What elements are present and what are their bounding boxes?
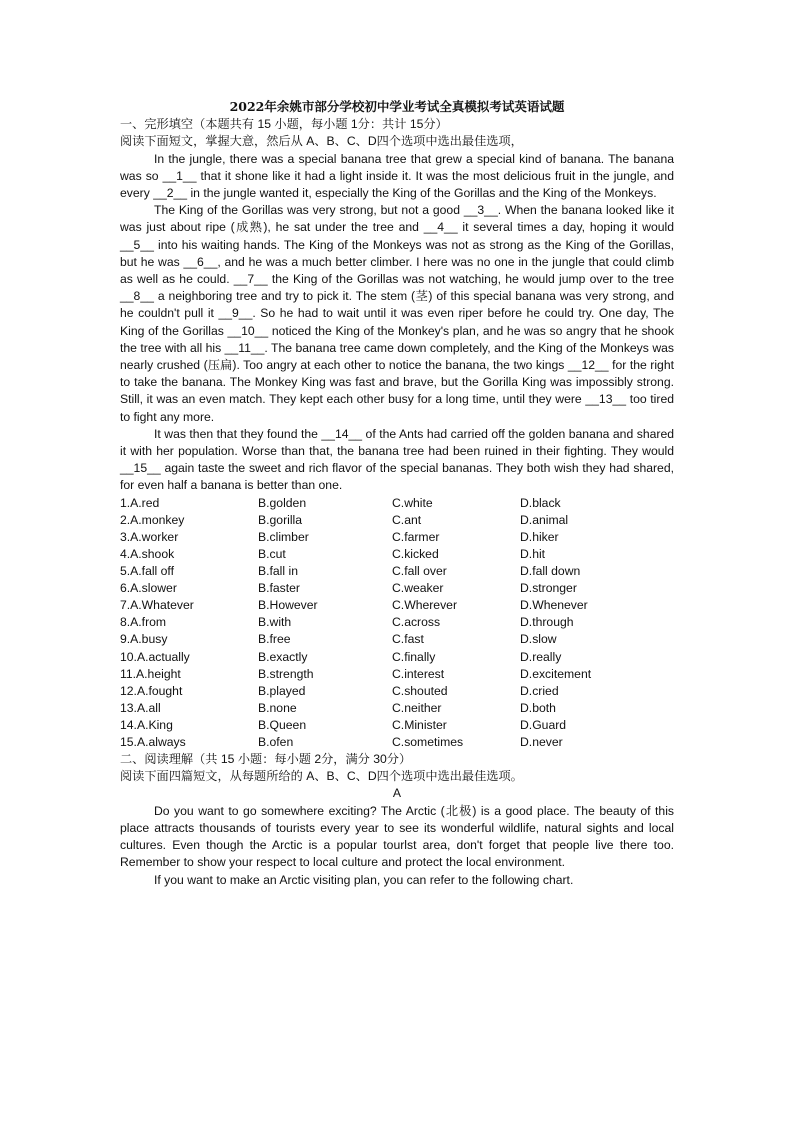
option-a: 4.A.shook	[120, 546, 175, 561]
option-row	[120, 683, 674, 700]
option-b: B.However	[258, 598, 318, 613]
option-b: B.fall in	[258, 564, 298, 579]
option-c: C.shouted	[392, 683, 448, 698]
option-row	[120, 700, 674, 717]
exam-title: 2022年余姚市部分学校初中学业考试全真模拟考试英语试题	[229, 99, 565, 114]
option-c: C.fast	[392, 632, 424, 647]
option-b: B.gorilla	[258, 512, 303, 527]
option-b: B.golden	[258, 495, 307, 510]
option-row	[120, 666, 674, 683]
option-a: 8.A.from	[120, 615, 167, 630]
option-c: C.farmer	[392, 529, 440, 544]
option-d: D.stronger	[520, 581, 577, 596]
option-d: D.never	[520, 734, 563, 749]
option-a: 6.A.slower	[120, 581, 177, 596]
option-row	[120, 614, 674, 631]
option-c: C.neither	[392, 700, 442, 715]
option-c: C.Wherever	[392, 598, 458, 613]
section1-instruction: 阅读下面短文，掌握大意，然后从 A、B、C、D四个选项中选出最佳选项，	[120, 134, 523, 149]
option-a: 1.A.red	[120, 495, 160, 510]
option-b: B.faster	[258, 581, 300, 596]
option-row	[120, 631, 674, 648]
option-d: D.cried	[520, 683, 559, 698]
option-b: B.played	[258, 683, 306, 698]
cloze-paragraph-2: The King of the Gorillas was very strong, but not a good __3__. When the banana looked like it was just about ripe (成熟), he sat under the tree and __4__ it several times a day, hoping it would __5__ into his waiting hands. The King of the Monkeys was not as strong as the King of the Gorillas, but he was __6__, and he was a much better climber. I here was no one in the jungle that could climb as well as he could. __7__ the King of the Gorillas was not watching, he would jump over to the tree __8__ a neighboring tree and try to pick it. The stem (茎) of this special banana was very strong, and he couldn't pull it __9__. So he had to wait until it was even riper before he could try. One day, The King of the Gorillas __10__ noticed the King of the Monkey's plan, and he was so angry that he shook the tree with all his __11__. The banana tree came down completely, and the King of the Monkeys was nearly crushed (压扁). Too angry at each other to notice the banana, the two kings __12__ for the right to take the banana. The Monkey King was fast and brave, but the Gorilla King was impossibly strong. Still, it was an even match. They kept each other busy for a long time, until they were __13__ too tired to fight any more.	[120, 203, 674, 424]
option-d: D.Guard	[520, 717, 567, 732]
option-a: 14.A.King	[120, 717, 173, 732]
option-a: 2.A.monkey	[120, 512, 185, 527]
reading-paragraph-1: Do you want to go somewhere exciting? The Arctic (北极) is a good place. The beauty of this place attracts thousands of tourists every year to see its wonderful wildlife, natural sights and local cultures. Even though the Arctic is a popular tourlst area, don't forget that people live there too. Remember to show your respect to local culture and protect the local environment.	[120, 803, 674, 870]
option-a: 12.A.fought	[120, 683, 183, 698]
option-b: B.free	[258, 632, 291, 647]
option-row	[120, 495, 674, 512]
option-row	[120, 717, 674, 734]
option-a: 9.A.busy	[120, 632, 168, 647]
option-row	[120, 546, 674, 563]
cloze-options	[120, 495, 674, 751]
option-c: C.ant	[392, 512, 422, 527]
option-d: D.through	[520, 615, 574, 630]
option-d: D.hiker	[520, 529, 559, 544]
option-c: C.finally	[392, 649, 436, 664]
option-row	[120, 563, 674, 580]
option-c: C.weaker	[392, 581, 444, 596]
option-d: D.fall down	[520, 564, 581, 579]
option-b: B.strength	[258, 666, 314, 681]
exam-page	[120, 98, 674, 889]
option-b: B.cut	[258, 546, 286, 561]
option-d: D.both	[520, 700, 556, 715]
section2-heading: 二、阅读理解（共 15 小题：每小题 2分，满分 30分）	[120, 752, 412, 767]
option-a: 5.A.fall off	[120, 564, 174, 579]
option-a: 13.A.all	[120, 700, 161, 715]
option-b: B.Queen	[258, 717, 307, 732]
option-b: B.none	[258, 700, 297, 715]
option-b: B.exactly	[258, 649, 308, 664]
option-a: 15.A.always	[120, 734, 186, 749]
option-d: D.black	[520, 495, 561, 510]
option-row	[120, 529, 674, 546]
option-d: D.slow	[520, 632, 557, 647]
option-d: D.hit	[520, 546, 546, 561]
option-a: 10.A.actually	[120, 649, 190, 664]
reading-paragraph-2: If you want to make an Arctic visiting plan, you can refer to the following chart.	[154, 872, 574, 887]
option-d: D.excitement	[520, 666, 592, 681]
cloze-paragraph-1: In the jungle, there was a special banana tree that grew a special kind of banana. The banana was so __1__ that it shone like it had a light inside it. It was the most delicious fruit in the jungle, and every __2__ in the jungle wanted it, especially the King of the Gorillas and the King of the Monkeys.	[120, 151, 674, 201]
option-a: 3.A.worker	[120, 529, 179, 544]
option-b: B.ofen	[258, 734, 294, 749]
option-d: D.really	[520, 649, 562, 664]
cloze-paragraph-3: It was then that they found the __14__ of the Ants had carried off the golden banana and shared it with her population. Worse than that, the banana tree had been ruined in their fighting. They would __15__ again taste the sweet and rich flavor of the special bananas. They both wish they had shared, for even half a banana is better than one.	[120, 426, 674, 493]
option-row	[120, 734, 674, 751]
passage-label: A	[392, 786, 402, 801]
option-c: C.Minister	[392, 717, 447, 732]
option-row	[120, 649, 674, 666]
option-d: D.Whenever	[520, 598, 588, 613]
option-c: C.white	[392, 495, 433, 510]
section2-instruction: 阅读下面四篇短文，从每题所给的 A、B、C、D四个选项中选出最佳选项。	[120, 769, 523, 784]
option-b: B.with	[258, 615, 292, 630]
option-c: C.sometimes	[392, 734, 464, 749]
section1-heading: 一、完形填空（本题共有 15 小题，每小题 1分：共计 15分）	[120, 117, 448, 132]
option-c: C.across	[392, 615, 441, 630]
option-c: C.fall over	[392, 564, 447, 579]
option-c: C.interest	[392, 666, 445, 681]
option-row	[120, 512, 674, 529]
option-row	[120, 580, 674, 597]
option-c: C.kicked	[392, 546, 439, 561]
option-a: 11.A.height	[120, 666, 181, 681]
option-a: 7.A.Whatever	[120, 598, 194, 613]
option-d: D.animal	[520, 512, 569, 527]
option-b: B.climber	[258, 529, 309, 544]
option-row	[120, 597, 674, 614]
